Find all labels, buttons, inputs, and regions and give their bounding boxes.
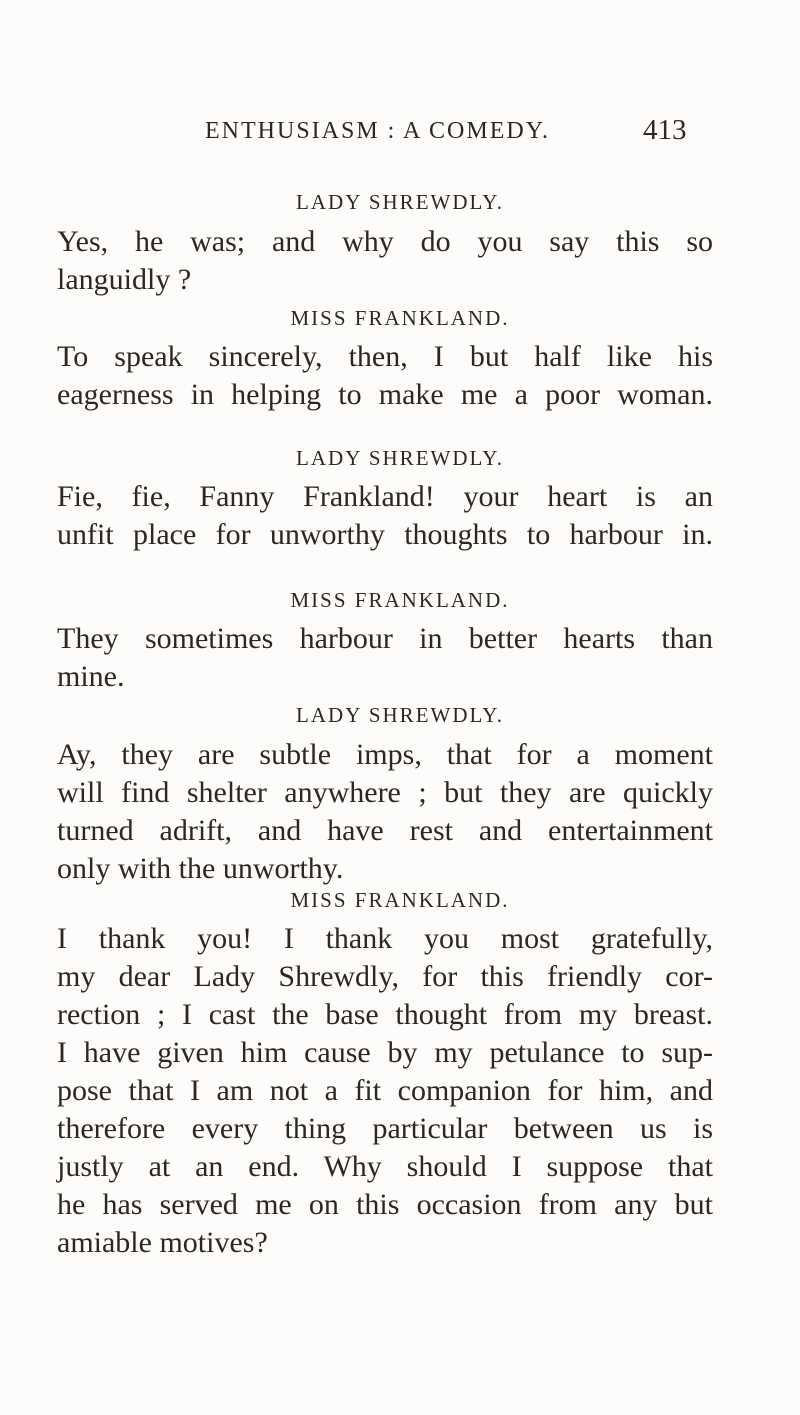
speech-line: To speak sincerely, then, I but half like his — [57, 340, 713, 373]
speech-line: I have given him cause by my petulance to sup- — [57, 1036, 713, 1069]
speech-line: will find shelter anywhere ; but they are quickly — [57, 776, 713, 809]
speaker-heading: MISS FRANKLAND. — [290, 588, 510, 612]
speech-paragraph — [57, 338, 713, 414]
speech-line: unfit place for unworthy thoughts to harbour in. — [57, 518, 713, 551]
speaker-heading: MISS FRANKLAND. — [290, 888, 510, 912]
speech-line: amiable motives? — [57, 1226, 268, 1259]
speech-paragraph — [57, 223, 713, 299]
speech-paragraph — [57, 620, 713, 696]
speech-line: pose that I am not a fit companion for him, and — [57, 1074, 713, 1107]
speaker-heading: LADY SHREWDLY. — [296, 703, 504, 727]
speech-line: therefore every thing particular between us is — [57, 1112, 713, 1145]
speech-line: eagerness in helping to make me a poor woman. — [57, 378, 713, 411]
speech-line: languidly ? — [57, 263, 192, 296]
speech-line: my dear Lady Shrewdly, for this friendly cor- — [57, 960, 713, 993]
speaker-heading: LADY SHREWDLY. — [296, 190, 504, 214]
speech-paragraph — [57, 478, 713, 554]
speech-line: mine. — [57, 660, 125, 693]
speech-line: turned adrift, and have rest and entertainment — [57, 814, 713, 847]
speech-line: Yes, he was; and why do you say this so — [57, 225, 713, 258]
speech-line: justly at an end. Why should I suppose that — [57, 1150, 713, 1183]
speaker-heading: LADY SHREWDLY. — [296, 446, 504, 470]
speech-paragraph — [57, 920, 713, 1262]
speech-line: only with the unworthy. — [57, 852, 344, 885]
speech-line: he has served me on this occasion from any but — [57, 1188, 713, 1221]
speech-line: They sometimes harbour in better hearts than — [57, 622, 713, 655]
speech-line: I thank you! I thank you most gratefully, — [57, 922, 713, 955]
speech-paragraph — [57, 736, 713, 888]
speaker-heading: MISS FRANKLAND. — [290, 306, 510, 330]
speech-line: Ay, they are subtle imps, that for a moment — [57, 738, 713, 771]
page-number: 413 — [643, 114, 687, 146]
speech-line: Fie, fie, Fanny Frankland! your heart is an — [57, 480, 713, 513]
running-head: ENTHUSIASM : A COMEDY. — [205, 118, 550, 144]
speech-line: rection ; I cast the base thought from my breast. — [57, 998, 713, 1031]
